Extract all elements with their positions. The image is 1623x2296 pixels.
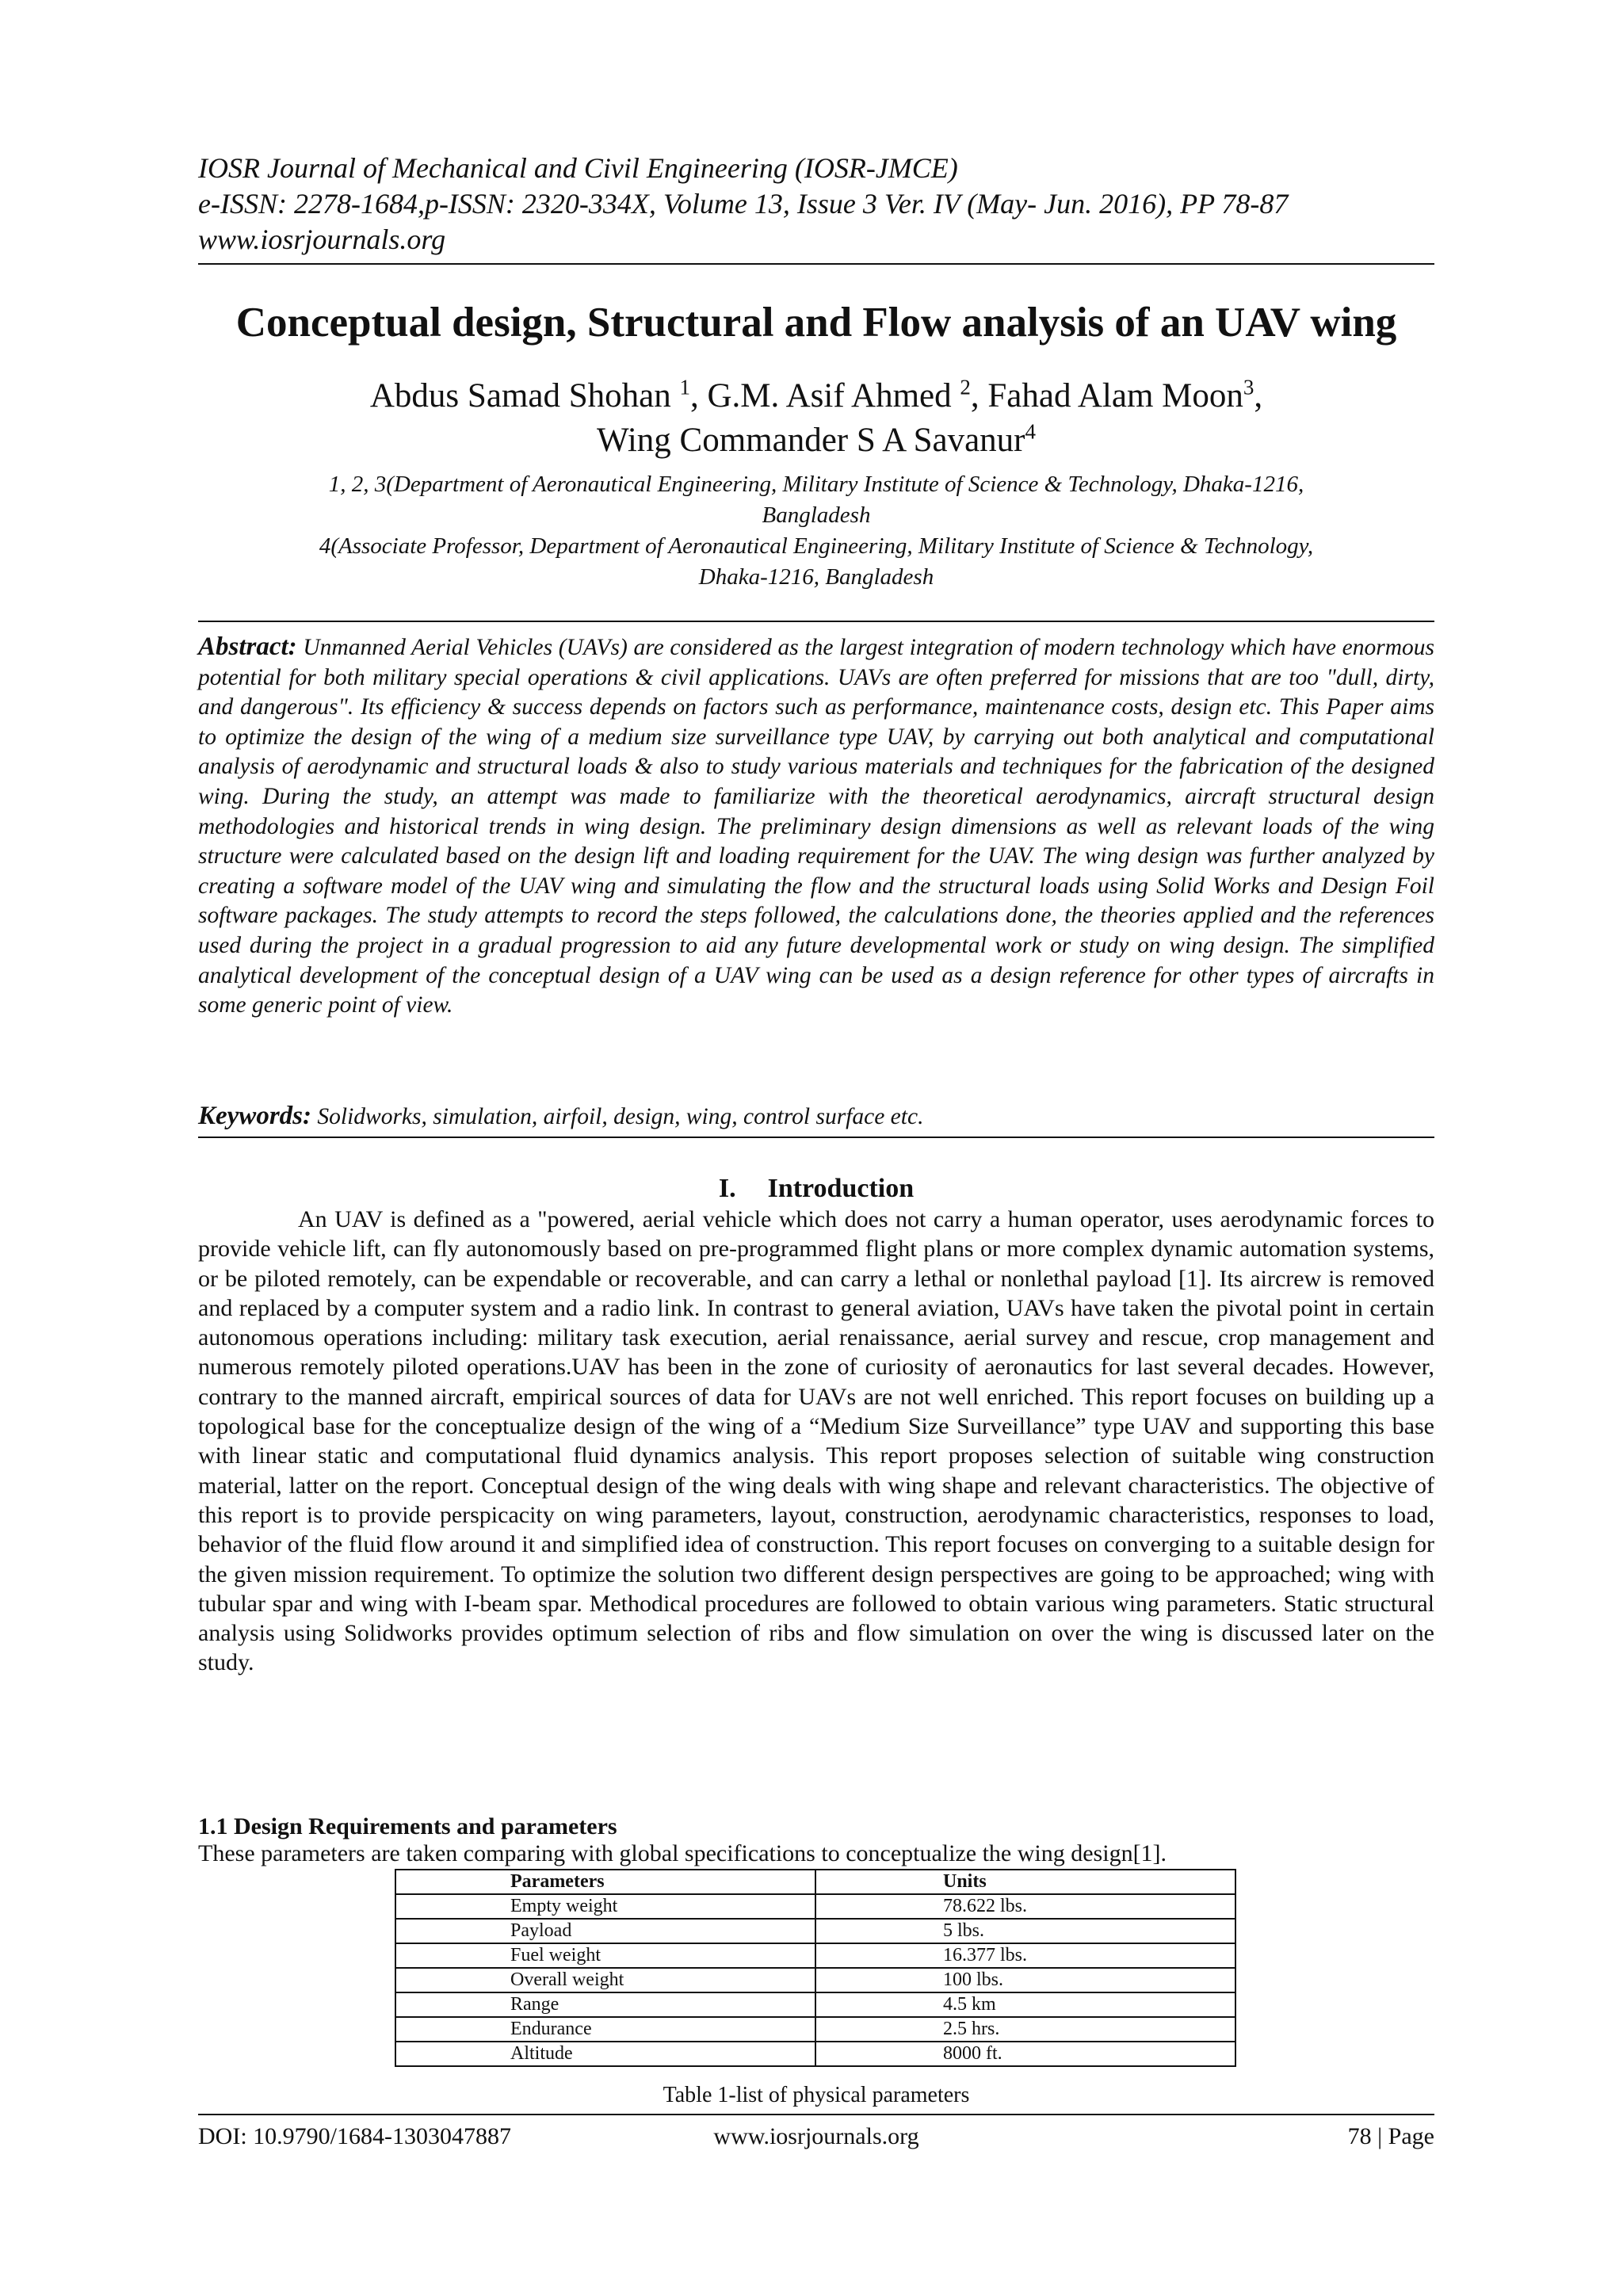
affiliation-line: Bangladesh [762,502,871,528]
abstract-text: Unmanned Aerial Vehicles (UAVs) are considered as the largest integration of modern technology which have enormous potential for both military special operations & civil applications. UAVs are often preferred for missions that are too "dull, dirty, and dangerous". Its efficiency & success depends on factors such as performance, maintenance costs, design etc. This Paper aims to optimize the design of the wing of a medium size surveillance type UAV, by carrying out both analytical and computational analysis of aerodynamic and structural loads & also to study various materials and techniques for the fabrication of the designed wing. During the study, an attempt was made to familiarize with the theoretical aerodynamics, aircraft structural design methodologies and historical trends in wing design. The preliminary design dimensions as well as relevant loads of the wing structure were calculated based on the design lift and loading requirement for the UAV. The wing design was further analyzed by creating a software model of the UAV wing and simulating the flow and the structural loads using Solid Works and Design Foil software packages. The study attempts to record the steps followed, the calculations done, the theories applied and the references used during the project in a gradual progression to aid any future developmental work or study on wing design. The simplified analytical development of the conceptual design of a UAV wing can be used as a design reference for other types of aircrafts in some generic point of view. [198,635,1434,1018]
unit-cell: 4.5 km [815,1992,1235,2017]
table-row [395,2017,1235,2042]
column-header-parameters: Parameters [395,1870,815,1894]
journal-website[interactable]: www.iosrjournals.org [198,223,446,255]
author-separator: , [1254,377,1263,415]
keywords-label: Keywords: [198,1102,311,1130]
affiliation-line: 4(Associate Professor, Department of Aeronautical Engineering, Military Institute of Science & Technology, [319,533,1314,559]
table-row [395,1894,1235,1919]
section-title: Introduction [767,1174,915,1203]
author-1-name: Abdus Samad Shohan [369,377,680,415]
journal-name: IOSR Journal of Mechanical and Civil Engineering (IOSR-JMCE) [198,152,958,184]
footer-website[interactable]: www.iosrjournals.org [713,2123,919,2149]
section-number: I. [718,1174,736,1203]
table-body [395,1894,1235,2066]
abstract-bottom-divider [198,1137,1434,1138]
introduction-paragraph: An UAV is defined as a "powered, aerial vehicle which does not carry a human operator, uses aerodynamic forces to provide vehicle lift, can fly autonomously based on pre-programmed flight plans or more complex dynamic automation systems, or be piloted remotely, can be expendable or recoverable, and can carry a lethal or nonlethal payload [1]. Its aircrew is removed and replaced by a computer system and a radio link. In contrast to general aviation, UAVs have taken the pivotal point in certain autonomous operations including: military task execution, aerial renaissance, aerial survey and rescue, crop management and numerous remotely piloted operations.UAV has been in the zone of curiosity of aeronautics for last several decades. However, contrary to the manned aircraft, empirical sources of data for UAVs are not well enriched. This report focuses on building up a topological base for the conceptualize design of the wing of a “Medium Size Surveillance” type UAV and supporting this base with linear static and computational fluid dynamics analysis. This report proposes selection of suitable wing construction material, latter on the report. Conceptual design of the wing deals with wing shape and relevant characteristics. The objective of this report is to provide perspicacity on wing parameters, layout, construction, aerodynamic characteristics, responses to load, behavior of the fluid flow around it and simplified idea of construction. This report focuses on converging to a suitable design for the given mission requirement. To optimize the solution two different design perspectives are going to be approached; wing with tubular spar and wing with I-beam spar. Methodical procedures are followed to obtain various wing parameters. Static structural analysis using Solidworks provides optimum selection of ribs and flow simulation on over the wing is discussed later on the study. [198,1206,1434,1676]
column-header-units: Units [815,1870,1235,1894]
table-row [395,1992,1235,2017]
subsection-intro-text: These parameters are taken comparing with global specifications to conceptualize the wing design[1]. [198,1840,1167,1866]
parameter-cell: Payload [395,1919,815,1943]
author-3-affiliation-marker: 3 [1243,375,1254,399]
header-divider [198,263,1434,265]
affiliation-line: Dhaka-1216, Bangladesh [698,564,934,590]
table-row [395,1919,1235,1943]
section-heading-introduction [198,1171,1434,1206]
keywords-text: Solidworks, simulation, airfoil, design, wing, control surface etc. [311,1104,924,1129]
unit-cell: 8000 ft. [815,2042,1235,2066]
journal-header [198,151,1434,258]
abstract [198,632,1434,1021]
paper-title: Conceptual design, Structural and Flow analysis of an UAV wing [235,300,1397,346]
unit-cell: 5 lbs. [815,1919,1235,1943]
table-caption: Table 1-list of physical parameters [663,2083,970,2107]
keywords [198,1102,1434,1132]
author-line-1 [198,374,1434,418]
affiliations [198,469,1434,593]
unit-cell: 2.5 hrs. [815,2017,1235,2042]
author-2-name: , G.M. Asif Ahmed [689,377,960,415]
parameter-cell: Empty weight [395,1894,815,1919]
author-list [198,374,1434,463]
unit-cell: 16.377 lbs. [815,1943,1235,1968]
page-footer [198,2121,1434,2153]
abstract-top-divider [198,621,1434,622]
table-row [395,1943,1235,1968]
parameter-cell: Altitude [395,2042,815,2066]
table-head [395,1870,1235,1894]
author-4-affiliation-marker: 4 [1025,419,1036,444]
author-line-2 [198,418,1434,463]
subsection-heading: 1.1 Design Requirements and parameters [198,1813,617,1839]
parameter-cell: Fuel weight [395,1943,815,1968]
table-row [395,2042,1235,2066]
parameter-cell: Endurance [395,2017,815,2042]
unit-cell: 100 lbs. [815,1968,1235,1992]
footer-page-number: 78 | Page [1347,2123,1434,2149]
parameters-table [395,1869,1236,2067]
author-1-affiliation-marker: 1 [679,375,690,399]
parameter-cell: Range [395,1992,815,2017]
affiliation-line: 1, 2, 3(Department of Aeronautical Engineering, Military Institute of Science & Technology, Dhaka-1216, [328,472,1304,497]
footer-doi: DOI: 10.9790/1684-1303047887 [198,2123,511,2149]
parameter-cell: Overall weight [395,1968,815,1992]
unit-cell: 78.622 lbs. [815,1894,1235,1919]
abstract-label: Abstract: [198,632,297,661]
table-header-row [395,1870,1235,1894]
author-2-affiliation-marker: 2 [960,375,971,399]
journal-issn: e-ISSN: 2278-1684,p-ISSN: 2320-334X, Volume 13, Issue 3 Ver. IV (May- Jun. 2016), PP 78-87 [198,188,1289,220]
footer-divider [198,2114,1434,2115]
table-row [395,1968,1235,1992]
author-3-name: , Fahad Alam Moon [970,377,1243,415]
author-4-name: Wing Commander S A Savanur [596,422,1025,459]
